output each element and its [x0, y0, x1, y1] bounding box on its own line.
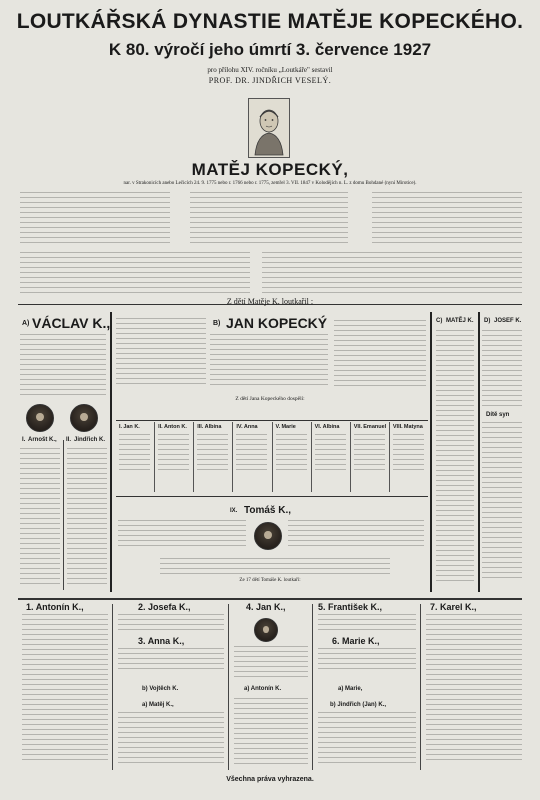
antonin-text: [22, 614, 108, 764]
jindrich-text: [67, 448, 107, 588]
jan-child-cell: [233, 422, 272, 492]
marie-text: [318, 648, 416, 672]
antonin-great-text: [234, 698, 308, 764]
tomas-rule: [116, 496, 428, 497]
founder-birth-line: nar. v Strakonicích anebo Lečicích 24. 9. 1775 nebo r. 1766 nebo r. 1775, zemřel 3. VII. 1847 v Kolodějích n. L. z domu Bohdané (nyní Mirotice).: [123, 181, 417, 186]
jan-text-right: [334, 320, 426, 386]
jan-child-name: Matyna: [403, 424, 423, 430]
tomas-num: IX.: [230, 508, 238, 514]
child-c-name: MATĚJ K.: [446, 318, 474, 324]
author-name: PROF. DR. JINDŘICH VESELÝ.: [208, 76, 332, 85]
arnost-num: I.: [22, 437, 26, 443]
jan-grandson-photo: [254, 618, 278, 642]
child-a-name: VÁCLAV K.,: [32, 315, 111, 331]
column-divider-2: [430, 312, 432, 592]
grandchild-3: 3. Anna K.,: [138, 636, 185, 646]
tomas-caption: Ze 17 dětí Tomáše K. loutkaří:: [239, 578, 301, 583]
child-d-letter: D): [484, 318, 491, 324]
jan-child-num: VII.: [353, 424, 363, 430]
column-divider-1: [110, 312, 112, 592]
matej-great-text: [118, 712, 224, 764]
intro-column-2: [190, 192, 348, 244]
child-b-name: JAN KOPECKÝ: [226, 315, 328, 331]
great-grandchild-1: b) Vojtěch K.: [142, 686, 179, 692]
jan-grandson-text: [234, 646, 308, 680]
jan-children-heading: Z dětí Jana Kopeckého dospělí:: [235, 396, 305, 402]
tomas-text-right: [288, 520, 424, 550]
great-grandchild-2: a) Matěj K.,: [142, 702, 174, 708]
anna-text: [118, 648, 224, 672]
tomas-notes: [160, 558, 390, 574]
josef-text: [482, 330, 522, 410]
bottom-divider-1: [112, 604, 113, 770]
poster-title: LOUTKÁŘSKÁ DYNASTIE MATĚJE KOPECKÉHO.: [16, 10, 524, 33]
poster-subtitle: K 80. výročí jeho úmrtí 3. července 1927: [108, 40, 432, 59]
child-d-name: JOSEF K.: [494, 318, 522, 324]
great-grandchild-3: a) Antonín K.: [244, 686, 282, 692]
jan-text-left: [116, 318, 206, 386]
grandchild-6: 6. Marie K.,: [332, 636, 380, 646]
jan-child-cell: [155, 422, 194, 492]
arnost-text: [20, 448, 60, 588]
jan-text-mid: [210, 334, 328, 386]
great-grandchild-5: b) Jindřich (Jan) K.,: [330, 702, 387, 708]
jan-child-cell: [312, 422, 351, 492]
josefa-text: [118, 614, 224, 632]
jan-child-num: VI.: [314, 424, 322, 430]
jan-child-num: I.: [119, 424, 123, 430]
jindrich-name: Jindřich K.: [74, 437, 106, 443]
grandchild-1: 1. Antonín K.,: [26, 602, 84, 612]
jan-child-num: VIII.: [392, 424, 403, 430]
jan-child-cell: [390, 422, 428, 492]
child-b-letter: B): [213, 320, 221, 327]
grandchildren-rule: [18, 598, 522, 600]
child-a-letter: A): [22, 320, 30, 327]
jan-child-name: Albína: [322, 424, 340, 430]
edition-note: pro přílohu XIV. ročníku „Loutkáře" sestavil: [207, 66, 333, 74]
karel-text: [426, 614, 522, 764]
jindrich-great-text: [318, 712, 416, 764]
tomas-name: Tomáš K.,: [244, 505, 292, 516]
grandchild-2: 2. Josefa K.,: [138, 602, 191, 612]
matej-text: [436, 330, 474, 585]
jan-children-rule: [116, 420, 428, 421]
tomas-text-left: [118, 520, 246, 550]
grandchild-5: 5. František K.,: [318, 602, 383, 612]
intro-column-3: [372, 192, 522, 244]
founder-portrait: [248, 98, 290, 158]
grandchild-7: 7. Karel K.,: [430, 602, 477, 612]
jan-child-name: Anna: [243, 424, 258, 430]
jan-child-cell: [194, 422, 233, 492]
column-divider-3: [478, 312, 480, 592]
frantisek-text: [318, 614, 416, 632]
jan-child-name: Anton K.: [163, 424, 187, 430]
arnost-photo: [26, 404, 54, 432]
josef-son-text: [482, 422, 522, 582]
founder-name: MATĚJ KOPECKÝ,: [191, 160, 349, 179]
jan-children-row: [116, 422, 428, 492]
arnost-name: Arnošt K.,: [28, 437, 57, 443]
grandchild-4: 4. Jan K.,: [246, 602, 286, 612]
jan-child-name: Emanuel: [363, 424, 387, 430]
vaclav-text: [20, 334, 106, 396]
bottom-divider-2: [228, 604, 229, 770]
jan-child-num: V.: [275, 424, 281, 430]
founder-family-right: [262, 252, 522, 294]
jan-child-cell: [351, 422, 390, 492]
josef-son-label: Dítě syn: [486, 412, 510, 418]
jan-child-name: Albína: [204, 424, 222, 430]
jan-child-name: Jan K.: [123, 424, 140, 430]
bottom-divider-3: [312, 604, 313, 770]
founder-family-left: [20, 252, 250, 294]
jindrich-photo: [70, 404, 98, 432]
bottom-divider-4: [420, 604, 421, 770]
tomas-photo: [254, 522, 282, 550]
jan-child-num: III.: [197, 424, 204, 430]
jan-child-cell: [273, 422, 312, 492]
children-heading: Z dětí Matěje K. loutkařil :: [226, 297, 314, 306]
jindrich-num: II.: [66, 437, 72, 443]
intro-column-1: [20, 192, 170, 244]
jan-child-name: Marie: [281, 424, 296, 430]
copyright-footer: Všechna práva vyhrazena.: [226, 776, 314, 783]
jan-child-num: IV.: [236, 424, 243, 430]
child-c-letter: C): [436, 318, 443, 324]
vaclav-sons-divider: [63, 440, 64, 590]
jan-child-cell: [116, 422, 155, 492]
great-grandchild-4: a) Marie,: [338, 686, 363, 692]
jan-child-num: II.: [158, 424, 163, 430]
